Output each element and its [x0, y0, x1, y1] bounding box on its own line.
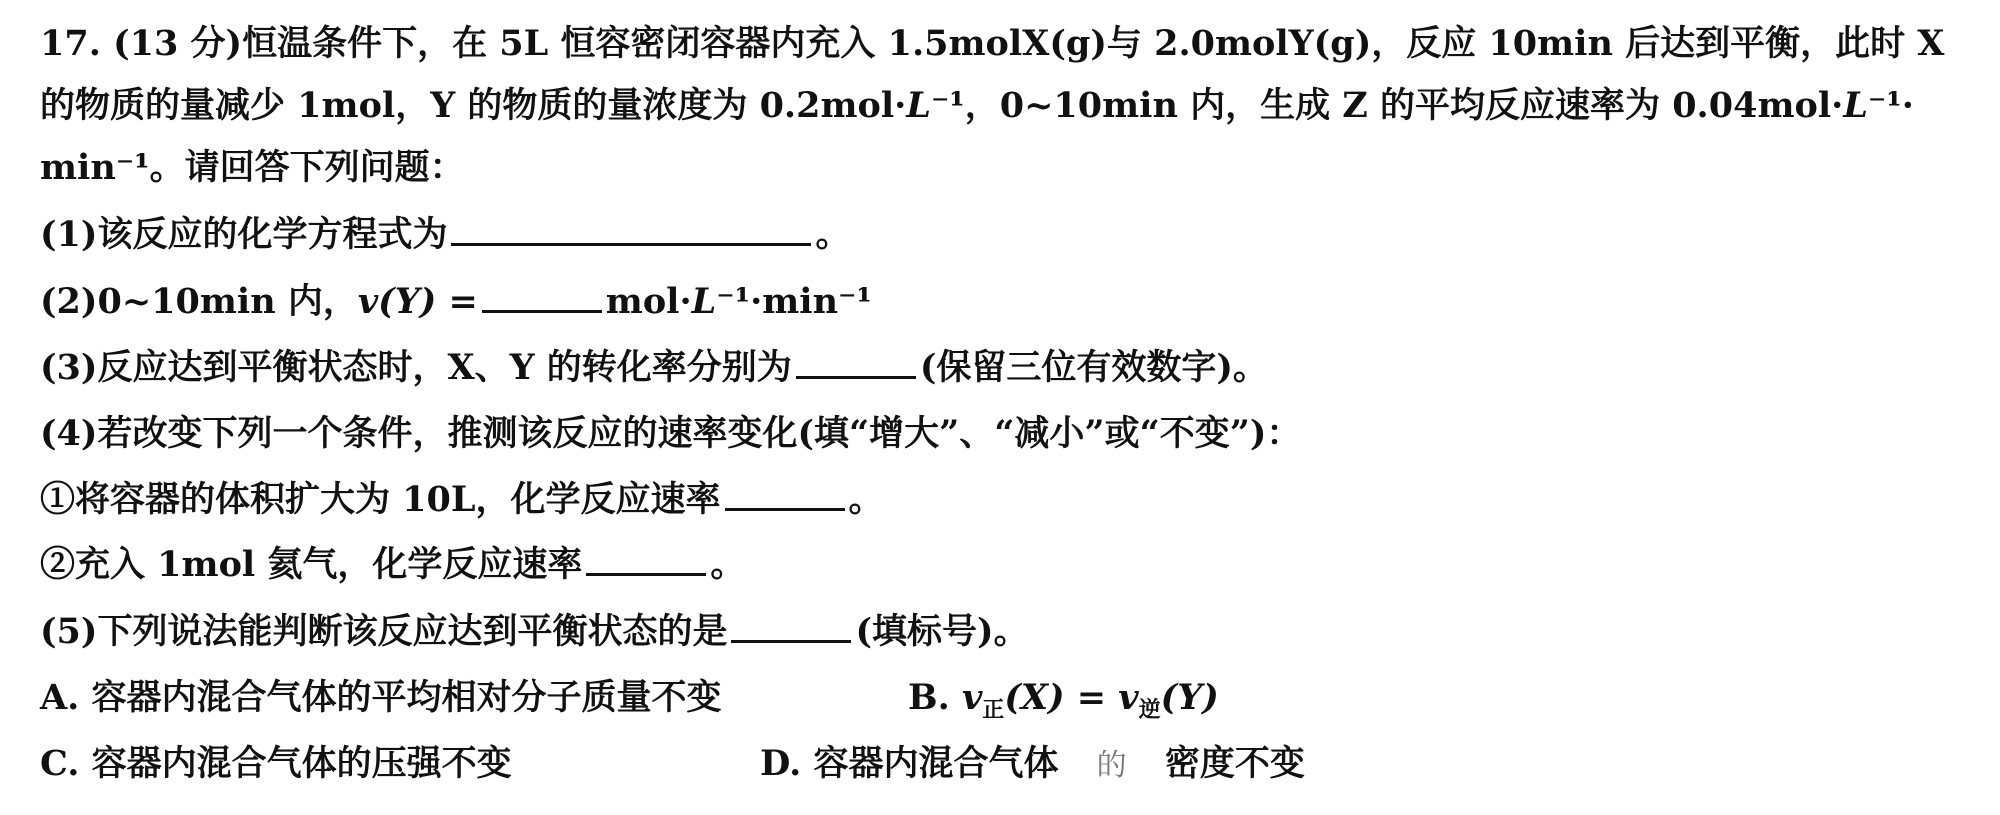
option-b-prefix: B.	[908, 677, 962, 718]
q4-1-text: ①将容器的体积扩大为 10L，化学反应速率	[40, 479, 721, 520]
subquestion-1	[40, 205, 1980, 265]
answer-blank-5[interactable]	[731, 606, 851, 643]
option-c	[40, 734, 512, 794]
option-b-x: (X) =	[1004, 677, 1119, 718]
q4-2-text: ②充入 1mol 氦气，化学反应速率	[40, 544, 583, 585]
stem-text-1: 17. (13 分)恒温条件下，在 5L 恒容密闭容器内充入 1.5molX(g)与 2.0molY(g)，反应 10min 后达到平衡，此时 X	[40, 23, 1945, 64]
option-b-v2: v	[1118, 677, 1139, 718]
answer-blank-2[interactable]	[482, 276, 602, 313]
option-d	[760, 734, 1305, 794]
answer-blank-3[interactable]	[796, 342, 916, 379]
stem-line-3	[40, 138, 1980, 198]
q5-text: (5)下列说法能判断该反应达到平衡状态的是	[40, 611, 728, 652]
q2-unit-L: L	[691, 281, 717, 322]
stem-unit-L1: L	[906, 85, 931, 126]
q3-text: (3)反应达到平衡状态时，X、Y 的转化率分别为	[40, 347, 792, 388]
subquestion-3	[40, 338, 1980, 398]
stem-text-3: min⁻¹。请回答下列问题：	[40, 147, 465, 188]
option-b-v1: v	[961, 677, 983, 718]
q2-math: v(Y) =	[357, 281, 478, 322]
q4-2-end: 。	[710, 544, 746, 585]
answer-blank-4-2[interactable]	[586, 539, 706, 576]
answer-blank-1[interactable]	[451, 209, 811, 246]
stem-text-2c: ⁻¹·	[1867, 85, 1914, 126]
subquestion-2	[40, 272, 1980, 332]
option-d-faint-char: 的	[1096, 748, 1127, 783]
option-b-sub1: 正	[982, 697, 1005, 723]
q2-unit-b: ⁻¹·min⁻¹	[716, 281, 872, 322]
option-d-text-b: 密度不变	[1164, 743, 1305, 784]
subquestion-5	[40, 602, 1980, 662]
option-b	[908, 668, 1219, 728]
stem-text-2a: 的物质的量减少 1mol，Y 的物质的量浓度为 0.2mol·	[40, 85, 907, 126]
q2-prefix: (2)0~10min 内，	[40, 281, 358, 322]
subquestion-4-2	[40, 535, 1980, 595]
stem-line-2	[40, 76, 1980, 136]
answer-blank-4-1[interactable]	[725, 474, 845, 511]
option-c-text: C. 容器内混合气体的压强不变	[40, 743, 512, 784]
q5-end: (填标号)。	[855, 611, 1029, 652]
q3-end: (保留三位有效数字)。	[919, 347, 1268, 388]
option-d-text-a: D. 容器内混合气体	[760, 743, 1059, 784]
q4-text: (4)若改变下列一个条件，推测该反应的速率变化(填“增大”、“减小”或“不变”)：	[40, 413, 1302, 454]
q1-end: 。	[815, 214, 851, 255]
q2-unit-a: mol·	[605, 281, 692, 322]
q4-1-end: 。	[848, 479, 884, 520]
subquestion-4	[40, 404, 1980, 464]
option-b-sub2: 逆	[1138, 697, 1161, 723]
stem-text-2b: ⁻¹，0~10min 内，生成 Z 的平均反应速率为 0.04mol·	[930, 85, 1844, 126]
q1-text: (1)该反应的化学方程式为	[40, 214, 448, 255]
subquestion-4-1	[40, 470, 1980, 530]
option-b-y: (Y)	[1160, 677, 1219, 718]
stem-line-1	[40, 14, 1980, 74]
option-a	[40, 668, 722, 728]
stem-unit-L2: L	[1843, 85, 1868, 126]
option-a-text: A. 容器内混合气体的平均相对分子质量不变	[40, 677, 722, 718]
